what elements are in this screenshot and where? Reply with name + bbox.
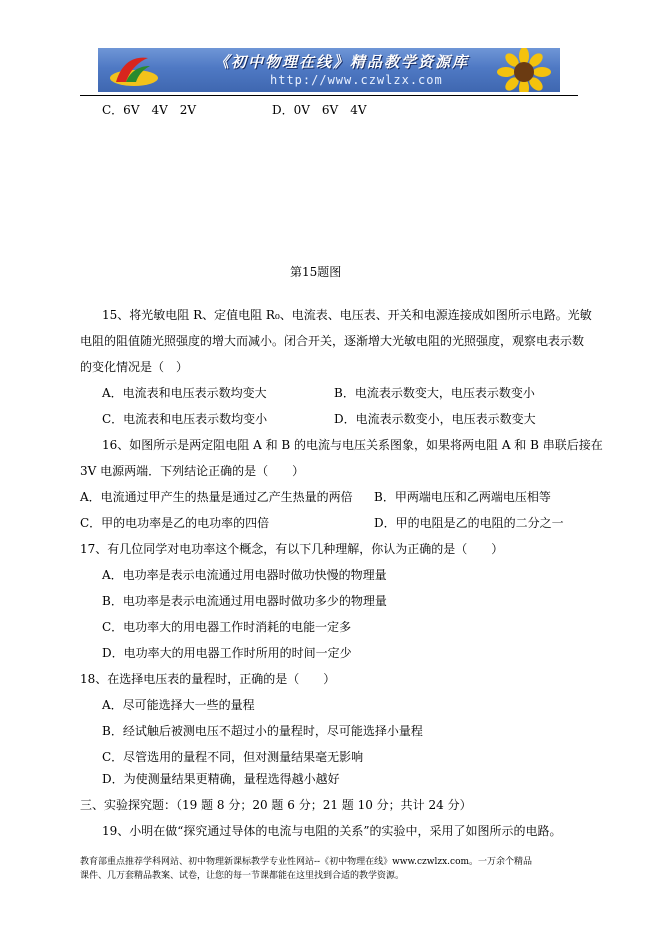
sunflower-icon bbox=[492, 48, 556, 92]
question-17: 17、有几位同学对电功率这个概念，有以下几种理解，你认为正确的是（ ） bbox=[80, 542, 504, 556]
q17-option-d: D．电功率大的用电器工作时所用的时间一定少 bbox=[102, 646, 352, 660]
banner-title: 《初中物理在线》精品教学资源库 bbox=[214, 53, 470, 71]
q16-option-b: B．甲两端电压和乙两端电压相等 bbox=[374, 490, 551, 504]
q17-option-b: B．电功率是表示电流通过用电器时做功多少的物理量 bbox=[102, 594, 387, 608]
header-banner bbox=[98, 48, 560, 92]
q15-option-d: D．电流表示数变小，电压表示数变大 bbox=[334, 412, 536, 426]
question-15-line-1: 15、将光敏电阻 R、定值电阻 R₀、电流表、电压表、开关和电源连接成如图所示电路。光敏 bbox=[102, 308, 592, 322]
q15-option-a: A．电流表和电压表示数均变大 bbox=[102, 386, 267, 400]
section-heading: 三、实验探究题：（19 题 8 分；20 题 6 分；21 题 10 分；共计 24 分） bbox=[80, 798, 472, 812]
q15-option-c: C．电流表和电压表示数均变小 bbox=[102, 412, 268, 426]
figure-caption: 第15题图 bbox=[290, 265, 342, 279]
question-15-line-2: 电阻的阻值随光照强度的增大而减小。闭合开关，逐渐增大光敏电阻的光照强度，观察电表示数 bbox=[80, 334, 585, 348]
q17-option-c: C．电功率大的用电器工作时消耗的电能一定多 bbox=[102, 620, 352, 634]
banner-url: http://www.czwlzx.com bbox=[270, 73, 443, 87]
q16-option-d: D．甲的电阻是乙的电阻的二分之一 bbox=[374, 516, 564, 530]
footer-line-1: 教育部重点推荐学科网站、初中物理新课标教学专业性网站--《初中物理在线》www.czwlzx.com。一万余个精品 bbox=[80, 857, 533, 867]
q18-option-d: D．为使测量结果更精确，量程选得越小越好 bbox=[102, 772, 340, 786]
q17-option-a: A．电功率是表示电流通过用电器时做功快慢的物理量 bbox=[102, 568, 387, 582]
q18-option-b: B．经试触后被测电压不超过小的量程时，尽可能选择小量程 bbox=[102, 724, 423, 738]
question-16-line-2: 3V 电源两端．下列结论正确的是（ ） bbox=[80, 464, 305, 478]
footer-line-2: 课件、几万套精品教案、试卷，让您的每一节课都能在这里找到合适的教学资源。 bbox=[80, 871, 405, 881]
option-c-q14: C．6V 4V 2V bbox=[102, 103, 197, 117]
question-19: 19、小明在做“探究通过导体的电流与电阻的关系”的实验中，采用了如图所示的电路。 bbox=[102, 824, 562, 838]
header-rule bbox=[80, 95, 578, 96]
q18-option-a: A．尽可能选择大一些的量程 bbox=[102, 698, 255, 712]
q15-option-b: B．电流表示数变大，电压表示数变小 bbox=[334, 386, 535, 400]
q16-option-a: A．电流通过甲产生的热量是通过乙产生热量的两倍 bbox=[80, 490, 353, 504]
q16-option-c: C．甲的电功率是乙的电功率的四倍 bbox=[80, 516, 270, 530]
question-15-line-3: 的变化情况是（ ） bbox=[80, 360, 189, 374]
option-d-q14: D．0V 6V 4V bbox=[272, 103, 367, 117]
site-logo bbox=[104, 52, 164, 90]
q18-option-c: C．尽管选用的量程不同，但对测量结果毫无影响 bbox=[102, 750, 364, 764]
question-18: 18、在选择电压表的量程时，正确的是（ ） bbox=[80, 672, 336, 686]
question-16-line-1: 16、如图所示是两定阻电阻 A 和 B 的电流与电压关系图象，如果将两电阻 A 和 B 串联后接在 bbox=[102, 438, 603, 452]
